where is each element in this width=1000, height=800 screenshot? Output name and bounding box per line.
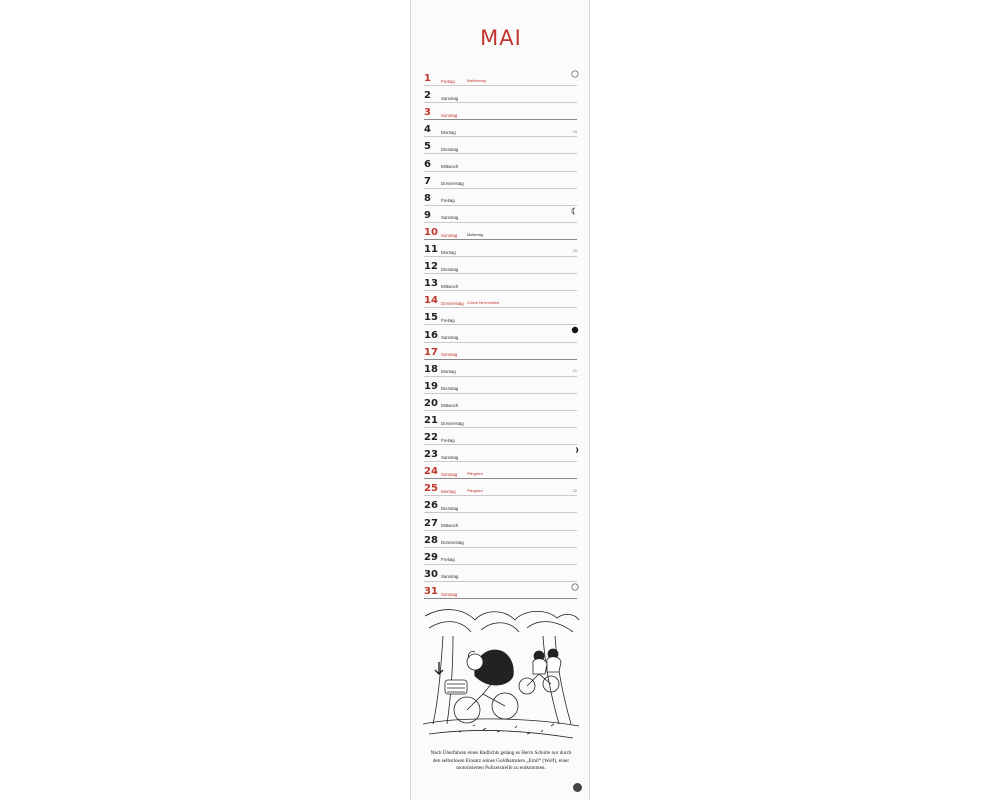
weekday-name: Freitag	[441, 437, 455, 443]
day-row	[424, 206, 590, 223]
weekday-name: Mittwoch	[441, 403, 459, 409]
weekday-name: Samstag	[441, 574, 459, 580]
day-number: 3	[424, 107, 431, 119]
weekday-name: Freitag	[441, 78, 455, 84]
weekday-name: Sonntag	[441, 352, 458, 358]
weekday-name: Donnerstag	[441, 300, 464, 306]
day-row	[424, 479, 590, 496]
day-row	[424, 223, 590, 240]
first-quarter-moon-icon	[571, 446, 579, 454]
day-number: 10	[424, 226, 438, 238]
day-row	[424, 565, 590, 582]
day-row	[424, 496, 590, 513]
day-number: 30	[424, 568, 438, 580]
day-number: 18	[424, 363, 438, 375]
day-number: 22	[424, 432, 438, 444]
weekday-name: Montag	[441, 488, 456, 494]
day-row	[424, 582, 590, 599]
day-row	[424, 86, 590, 103]
weekday-name: Samstag	[441, 95, 459, 101]
weekday-name: Freitag	[441, 557, 455, 563]
weekday-name: Donnerstag	[441, 540, 464, 546]
day-number: 31	[424, 585, 438, 597]
weekday-name: Samstag	[441, 335, 459, 341]
weekday-name: Samstag	[441, 454, 459, 460]
day-number: 6	[424, 158, 431, 170]
weekday-name: Montag	[441, 369, 456, 375]
cartoon-drawing	[423, 606, 579, 744]
weekday-name: Donnerstag	[441, 420, 464, 426]
day-number: 26	[424, 500, 438, 512]
day-row	[424, 377, 590, 394]
last-quarter-moon-icon	[571, 207, 579, 215]
day-row	[424, 325, 590, 342]
day-row	[424, 394, 590, 411]
publisher-logo	[573, 783, 582, 792]
day-row	[424, 69, 590, 86]
weekday-name: Freitag	[441, 198, 455, 204]
weekday-name: Samstag	[441, 215, 459, 221]
day-row	[424, 428, 590, 445]
day-number: 29	[424, 551, 438, 563]
day-row	[424, 189, 590, 206]
day-number: 9	[424, 209, 431, 221]
weekday-name: Dienstag	[441, 147, 459, 153]
day-number: 11	[424, 244, 438, 256]
day-row	[424, 308, 590, 325]
weekday-name: Sonntag	[441, 591, 458, 597]
weekday-name: Sonntag	[441, 112, 458, 118]
day-number: 5	[424, 141, 431, 153]
day-number: 13	[424, 278, 438, 290]
day-number: 8	[424, 192, 431, 204]
day-number: 25	[424, 483, 438, 495]
month-title: MAI	[480, 26, 522, 50]
day-row	[424, 513, 590, 530]
day-row	[424, 137, 590, 154]
wall-calendar-page	[410, 0, 590, 800]
day-number: 24	[424, 466, 438, 478]
day-row	[424, 240, 590, 257]
day-number: 19	[424, 380, 438, 392]
full-moon-icon	[571, 70, 579, 78]
day-number: 23	[424, 449, 438, 461]
weekday-name: Mittwoch	[441, 283, 459, 289]
day-row	[424, 531, 590, 548]
calendar-week-number: 20	[572, 249, 577, 254]
day-row	[424, 172, 590, 189]
day-number: 16	[424, 329, 438, 341]
day-number: 15	[424, 312, 438, 324]
day-row	[424, 291, 590, 308]
new-moon-icon	[571, 326, 579, 334]
day-list	[424, 69, 590, 599]
weekday-name: Dienstag	[441, 506, 459, 512]
day-row	[424, 360, 590, 377]
weekday-name: Montag	[441, 249, 456, 255]
full-moon-icon	[571, 583, 579, 591]
day-number: 14	[424, 295, 438, 307]
day-number: 2	[424, 90, 431, 102]
day-number: 7	[424, 175, 431, 187]
calendar-week-number: 22	[572, 488, 577, 493]
day-number: 4	[424, 124, 431, 136]
calendar-week-number: 19	[572, 129, 577, 134]
day-row	[424, 274, 590, 291]
day-row	[424, 462, 590, 479]
day-number: 12	[424, 261, 438, 273]
holiday-label: Maifeiertag	[467, 78, 486, 83]
holiday-label: Christi Himmelfahrt	[467, 300, 500, 305]
illustration-caption: Nach Überfahren eines Radlichts gelang es Herrn Schulte nur durch den selbstlosen Einsatz seines Goldhamsters „Emil“ (Wolf), einer motorisierten Polizeistreife zu entkommen.	[430, 750, 572, 772]
weekday-name: Dienstag	[441, 386, 459, 392]
weekday-name: Donnerstag	[441, 181, 464, 187]
holiday-label: Pfingsten	[467, 471, 483, 476]
calendar-week-number: 21	[572, 368, 577, 373]
day-row	[424, 411, 590, 428]
day-row	[424, 548, 590, 565]
day-row	[424, 257, 590, 274]
weekday-name: Mittwoch	[441, 164, 459, 170]
day-row	[424, 103, 590, 120]
cyclist-cartoon-illustration	[423, 606, 579, 744]
day-number: 20	[424, 397, 438, 409]
day-row	[424, 154, 590, 171]
weekday-name: Dienstag	[441, 266, 459, 272]
day-number: 27	[424, 517, 438, 529]
day-row	[424, 120, 590, 137]
weekday-name: Sonntag	[441, 471, 458, 477]
day-number: 21	[424, 414, 438, 426]
weekday-name: Mittwoch	[441, 523, 459, 529]
weekday-name: Freitag	[441, 318, 455, 323]
weekday-name: Sonntag	[441, 232, 458, 238]
day-number: 28	[424, 534, 438, 546]
holiday-label: Pfingsten	[467, 488, 483, 493]
weekday-name: Montag	[441, 129, 456, 135]
holiday-label: Muttertag	[467, 232, 484, 237]
day-row	[424, 445, 590, 462]
day-divider	[424, 598, 577, 599]
day-number: 1	[424, 73, 431, 85]
day-row	[424, 343, 590, 360]
day-number: 17	[424, 346, 438, 358]
